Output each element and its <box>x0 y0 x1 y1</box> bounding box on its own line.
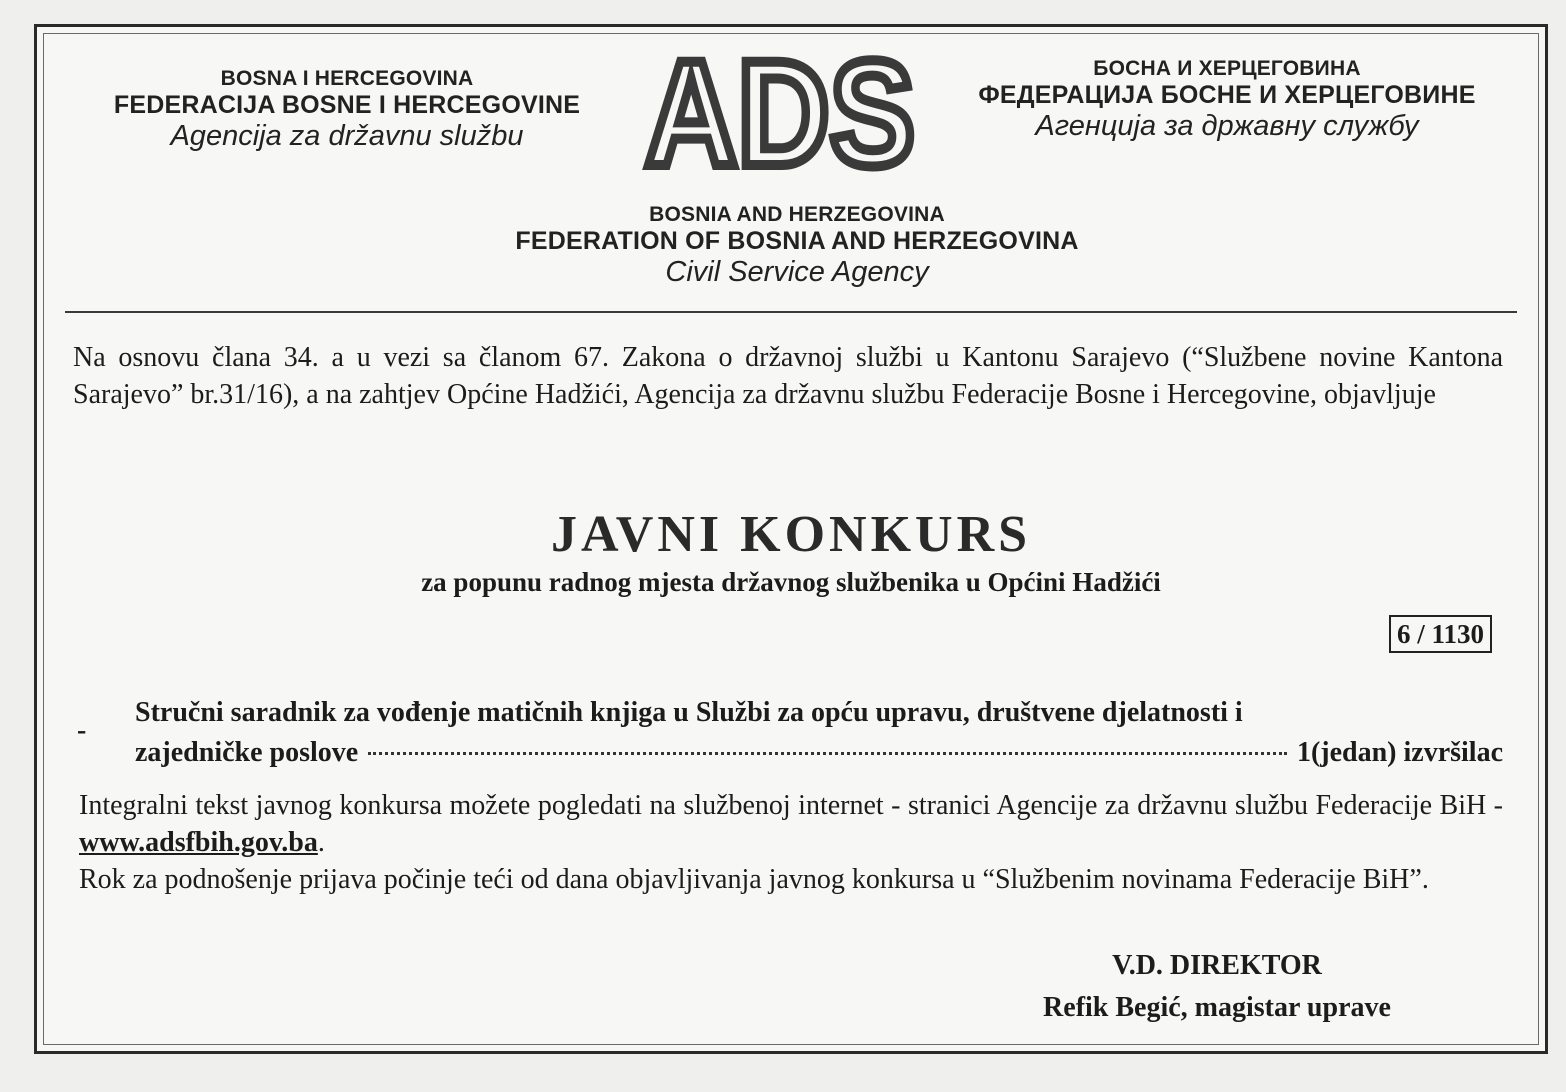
header-divider <box>65 311 1517 313</box>
position-line-1: Stručni saradnik za vođenje matičnih knjiga u Službi za opću upravu, društvene djelatnosti i <box>135 697 1243 728</box>
position-count: 1(jedan) izvršilac <box>1296 737 1503 768</box>
reference-number-box: 6 / 1130 <box>1389 615 1492 653</box>
signature-title: V.D. DIREKTOR <box>1112 950 1322 981</box>
intro-paragraph: Na osnovu člana 34. a u vezi sa članom 67. Zakona o državnoj službi u Kantonu Sarajevo (“Službene novine Kantona Sarajevo” br.31/16), a na zahtjev Općine Hadžići, Agencija za državnu službu Federacije Bosne i Hercegovine, objavljuje <box>73 342 1503 410</box>
header-cyrillic-federation: ФЕДЕРАЦИЈА БОСНЕ И ХЕРЦЕГОВИНЕ <box>978 81 1476 109</box>
ads-logo <box>635 29 925 197</box>
announcement-frame <box>34 24 1548 1054</box>
svg-text:ADS: ADS <box>645 29 915 197</box>
integral-text-end: . <box>317 827 325 858</box>
announcement-title: JAVNI KONKURS <box>550 506 1032 563</box>
integral-text-line <box>79 787 1503 861</box>
header-english-federation: FEDERATION OF BOSNIA AND HERZEGOVINA <box>515 227 1079 255</box>
announcement-subtitle: za popunu radnog mjesta državnog službenika u Općini Hadžići <box>421 567 1161 597</box>
header-latin-agency: Agencija za državnu službu <box>170 120 524 152</box>
header-english-agency: Civil Service Agency <box>665 256 929 288</box>
header-english <box>417 203 1177 289</box>
header-cyrillic-agency: Агенција за државну службу <box>1035 110 1419 142</box>
header-cyrillic <box>917 57 1537 143</box>
deadline-text: Rok za podnošenje prijava počinje teći od dana objavljivanja javnog konkursa u “Službenim novinama Federacije BiH”. <box>79 864 1429 895</box>
position-description <box>135 693 1503 773</box>
agency-website-link[interactable]: www.adsfbih.gov.ba <box>79 827 318 858</box>
signature-name: Refik Begić, magistar uprave <box>1043 992 1391 1023</box>
position-bullet: - <box>77 715 87 746</box>
signature-block <box>937 945 1497 1029</box>
position-line-2-start: zajedničke poslove <box>135 737 359 768</box>
header-cyrillic-country: БОСНА И ХЕРЦЕГОВИНА <box>1093 57 1361 80</box>
integral-text-paragraph <box>79 787 1503 898</box>
dotted-leader <box>368 752 1287 755</box>
header-latin-country: BOSNA I HERCEGOVINA <box>220 67 474 90</box>
integral-text: Integralni tekst javnog konkursa možete pogledati na službenoj internet - stranici Agencije za državnu službu Federacije BiH - <box>79 790 1503 821</box>
position-line-2 <box>135 733 1503 773</box>
header-latin <box>67 67 627 153</box>
header-english-country: BOSNIA AND HERZEGOVINA <box>649 203 945 226</box>
header-latin-federation: FEDERACIJA BOSNE I HERCEGOVINE <box>113 91 581 119</box>
